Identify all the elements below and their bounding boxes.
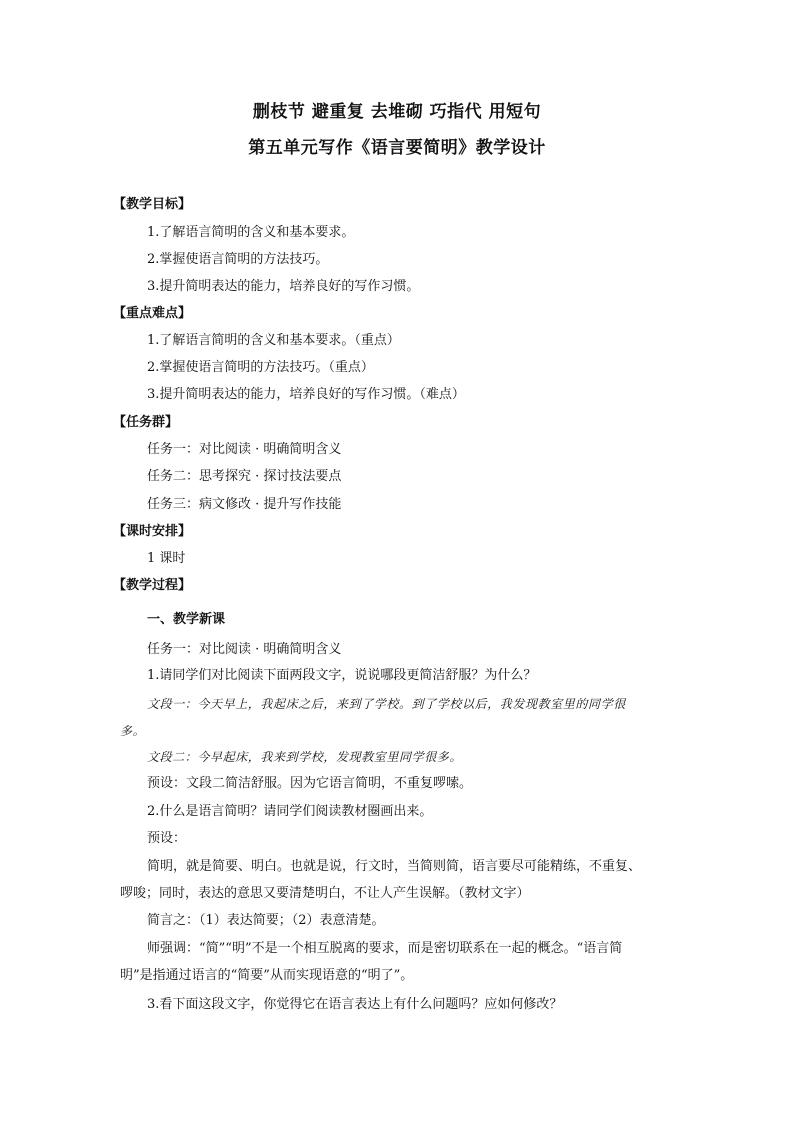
objective-item: 3.提升简明表达的能力，培养良好的写作习惯。 [147, 279, 420, 294]
question-1: 1.请同学们对比阅读下面两段文字，说说哪段更简洁舒服？为什么？ [147, 668, 537, 683]
heading-process: 【教学过程】 [113, 578, 192, 593]
key-point-item: 1.了解语言简明的含义和基本要求。（重点） [147, 333, 400, 348]
emphasis-text-continued: 明”是指通过语言的“简要”从而实现语意的“明了”。 [120, 968, 414, 983]
heading-objectives: 【教学目标】 [113, 197, 192, 212]
task-item: 任务三：病文修改 · 提升写作技能 [147, 497, 342, 512]
key-point-item: 3.提升简明表达的能力，培养良好的写作习惯。（难点） [147, 387, 465, 402]
key-point-item: 2.掌握使语言简明的方法技巧。（重点） [147, 360, 374, 375]
process-part-heading: 一、教学新课 [147, 612, 226, 627]
objective-item: 1.了解语言简明的含义和基本要求。 [147, 225, 355, 240]
passage-1: 文段一：今天早上，我起床之后，来到了学校。到了学校以后，我发现教室里的同学很 [147, 697, 626, 711]
passage-2: 文段二：今早起床，我来到学校，发现教室里同学很多。 [147, 750, 463, 764]
process-task-heading: 任务一：对比阅读 · 明确简明含义 [147, 642, 342, 657]
schedule-value: 1 课时 [147, 551, 186, 566]
question-3: 3.看下面这段文字，你觉得它在语言表达上有什么问题吗？应如何修改？ [147, 997, 563, 1012]
definition-text-continued: 啰唆；同时，表达的意思又要清楚明白，不让人产生误解。（教材文字） [120, 886, 530, 901]
objective-item: 2.掌握使语言简明的方法技巧。 [147, 252, 329, 267]
preset-label: 预设： [147, 831, 187, 846]
emphasis-text: 师强调：“简”“明”不是一个相互脱离的要求，而是密切联系在一起的概念。“语言简 [147, 941, 623, 956]
answer-1: 预设：文段二简洁舒服。因为它语言简明，不重复啰嗦。 [147, 776, 473, 791]
heading-key-points: 【重点难点】 [113, 306, 192, 321]
task-item: 任务二：思考探究 · 探讨技法要点 [147, 469, 342, 484]
doc-title-line1: 删枝节 避重复 去堆砌 巧指代 用短句 [252, 102, 542, 122]
passage-1-continued: 多。 [120, 724, 146, 738]
heading-tasks: 【任务群】 [113, 415, 179, 430]
summary-text: 简言之：（1）表达简要；（2）表意清楚。 [147, 913, 385, 928]
heading-schedule: 【课时安排】 [113, 524, 192, 539]
doc-title-line2: 第五单元写作《语言要简明》教学设计 [248, 138, 546, 158]
task-item: 任务一：对比阅读 · 明确简明含义 [147, 442, 342, 457]
question-2: 2.什么是语言简明？请同学们阅读教材圈画出来。 [147, 804, 433, 819]
definition-text: 简明，就是简要、明白。也就是说，行文时，当简则简，语言要尽可能精练，不重复、 [147, 859, 642, 874]
